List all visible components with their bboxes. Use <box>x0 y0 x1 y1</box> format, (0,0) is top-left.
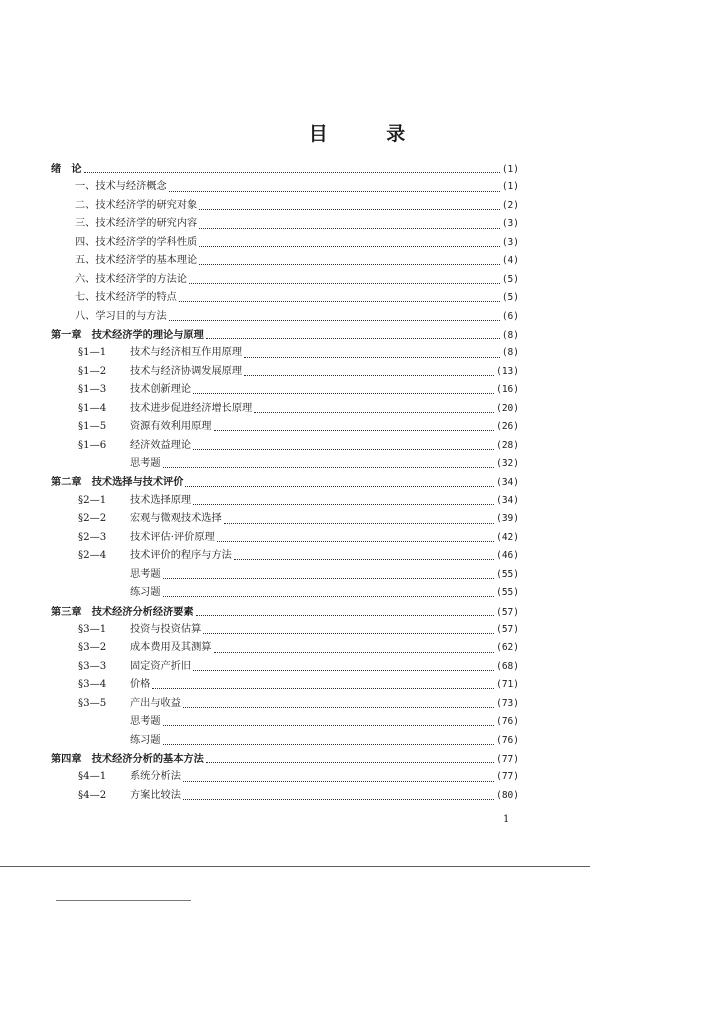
toc-entry <box>51 437 519 455</box>
toc-entry <box>51 787 519 805</box>
toc-entry-page: (5) <box>501 273 519 285</box>
toc-entry-page: (1) <box>501 164 519 175</box>
toc-entry <box>51 547 519 565</box>
toc-entry-page: (73) <box>496 697 519 709</box>
toc-entry-number: §2—3 <box>78 531 107 543</box>
table-of-contents <box>51 160 519 805</box>
dot-leader <box>214 651 495 653</box>
toc-entry <box>51 381 519 399</box>
toc-entry <box>51 713 519 731</box>
dot-leader <box>163 595 495 597</box>
dot-leader <box>163 724 495 726</box>
dot-leader <box>206 337 500 339</box>
toc-entry <box>51 215 519 233</box>
toc-entry-number: §3—4 <box>78 679 107 691</box>
dot-leader <box>244 374 494 376</box>
toc-entry-number: §1—1 <box>78 347 107 359</box>
toc-entry <box>51 271 519 289</box>
toc-entry <box>51 455 519 473</box>
toc-entry-label: 六、技术经济学的方法论 <box>75 273 188 285</box>
toc-entry-page: (62) <box>496 642 519 654</box>
toc-entry-page: (3) <box>501 236 519 248</box>
toc-entry-label: 技术与经济协调发展原理 <box>130 365 243 377</box>
toc-entry-page: (46) <box>496 550 519 562</box>
toc-entry-label: 三、技术经济学的研究内容 <box>75 218 198 230</box>
toc-entry <box>51 363 519 381</box>
toc-entry <box>51 676 519 694</box>
dot-leader <box>234 558 494 560</box>
toc-entry-number: §1—5 <box>78 421 107 433</box>
toc-entry-label: 第二章 技术选择与技术评价 <box>51 476 184 489</box>
toc-entry-label: 价格 <box>130 679 151 691</box>
toc-entry <box>51 529 519 547</box>
toc-entry-label: 技术选择原理 <box>130 494 192 506</box>
toc-entry-page: (20) <box>496 402 519 414</box>
toc-entry-label: 练习题 <box>130 587 161 599</box>
toc-entry-page: (3) <box>501 218 519 230</box>
dot-leader <box>163 743 495 745</box>
toc-entry <box>51 252 519 270</box>
toc-entry-number: §2—4 <box>78 550 107 562</box>
toc-entry-label: 练习题 <box>130 734 161 746</box>
toc-entry-label: 固定资产折旧 <box>130 660 192 672</box>
dot-leader <box>206 761 494 763</box>
toc-entry <box>51 289 519 307</box>
toc-entry-page: (55) <box>496 587 519 599</box>
scan-short-line <box>56 900 191 901</box>
toc-entry-label: 八、学习目的与方法 <box>75 310 167 322</box>
dot-leader <box>183 706 494 708</box>
toc-entry-page: (42) <box>496 531 519 543</box>
toc-entry-label: 第四章 技术经济分析的基本方法 <box>51 753 204 765</box>
toc-entry-label: 思考题 <box>130 568 161 580</box>
dot-leader <box>199 263 500 265</box>
toc-entry-number: §1—4 <box>78 402 107 414</box>
toc-entry <box>51 603 519 621</box>
dot-leader <box>193 392 494 394</box>
dot-leader <box>163 466 495 468</box>
toc-entry <box>51 197 519 215</box>
toc-entry-number: §4—1 <box>78 771 107 783</box>
dot-leader <box>244 356 500 358</box>
dot-leader <box>254 411 494 413</box>
toc-entry-label: 思考题 <box>130 716 161 728</box>
toc-entry <box>51 234 519 252</box>
toc-entry-page: (77) <box>496 754 519 765</box>
toc-entry-label: 七、技术经济学的特点 <box>75 292 177 304</box>
toc-entry-number: §2—1 <box>78 494 107 506</box>
toc-entry-number: §4—2 <box>78 789 107 801</box>
toc-entry-label: 第三章 技术经济分析经济要素 <box>51 605 194 618</box>
toc-entry-label: 资源有效利用原理 <box>130 421 212 433</box>
dot-leader <box>169 319 500 321</box>
dot-leader <box>199 208 500 210</box>
toc-entry-page: (71) <box>496 679 519 691</box>
toc-entry-page: (39) <box>496 513 519 525</box>
toc-entry-number: §1—2 <box>78 365 107 377</box>
toc-entry-page: (80) <box>496 789 519 801</box>
toc-entry <box>51 639 519 657</box>
dot-leader <box>179 300 500 302</box>
toc-entry-label: 成本费用及其测算 <box>130 642 212 654</box>
toc-entry <box>51 400 519 418</box>
toc-entry-page: (76) <box>496 716 519 728</box>
dot-leader <box>169 190 500 192</box>
toc-entry-page: (2) <box>501 199 519 211</box>
toc-entry-label: 经济效益理论 <box>130 439 192 451</box>
dot-leader <box>185 485 494 487</box>
toc-entry-number: §1—6 <box>78 439 107 451</box>
toc-entry-page: (8) <box>501 329 519 341</box>
toc-entry <box>51 308 519 326</box>
toc-entry-number: §3—5 <box>78 697 107 709</box>
dot-leader <box>189 282 500 284</box>
toc-entry-number: §3—2 <box>78 642 107 654</box>
toc-entry <box>51 658 519 676</box>
toc-entry <box>51 492 519 510</box>
page-title: 目 录 <box>308 123 432 145</box>
toc-entry <box>51 621 519 639</box>
toc-entry-label: 系统分析法 <box>130 771 181 783</box>
toc-entry <box>51 326 519 344</box>
toc-entry-label: 宏观与微观技术选择 <box>130 513 222 525</box>
toc-entry-page: (34) <box>496 494 519 506</box>
dot-leader <box>224 522 494 524</box>
toc-entry-label: 二、技术经济学的研究对象 <box>75 199 198 211</box>
dot-leader <box>152 687 494 689</box>
toc-entry-number: §2—2 <box>78 513 107 525</box>
toc-entry-page: (16) <box>496 384 519 396</box>
dot-leader <box>199 245 500 247</box>
toc-entry-page: (57) <box>496 606 519 618</box>
toc-entry-page: (13) <box>496 365 519 377</box>
toc-entry-page: (55) <box>496 568 519 580</box>
dot-leader <box>199 227 500 229</box>
toc-entry-number: §1—3 <box>78 384 107 396</box>
toc-entry-page: (4) <box>501 255 519 267</box>
toc-entry-label: 第一章 技术经济学的理论与原理 <box>51 328 204 341</box>
dot-leader <box>183 780 494 782</box>
toc-entry-label: 一、技术与经济概念 <box>75 181 167 193</box>
toc-entry-page: (1) <box>501 181 519 193</box>
toc-entry-page: (5) <box>501 292 519 304</box>
toc-entry-label: 投资与投资估算 <box>130 623 202 635</box>
toc-entry <box>51 418 519 436</box>
toc-entry-page: (26) <box>496 421 519 433</box>
toc-entry-label: 方案比较法 <box>130 789 181 801</box>
toc-entry-number: §3—1 <box>78 623 107 635</box>
dot-leader <box>214 429 495 431</box>
toc-entry-page: (77) <box>496 771 519 783</box>
toc-entry-page: (8) <box>501 347 519 359</box>
dot-leader <box>217 540 494 542</box>
page-number: 1 <box>503 814 510 825</box>
toc-entry-label: 产出与收益 <box>130 697 181 709</box>
toc-entry-page: (28) <box>496 439 519 451</box>
toc-entry-number: §3—3 <box>78 660 107 672</box>
toc-entry-page: (34) <box>496 477 519 489</box>
toc-entry-label: 五、技术经济学的基本理论 <box>75 255 198 267</box>
dot-leader <box>163 577 495 579</box>
toc-entry-label: 技术评价的程序与方法 <box>130 550 232 562</box>
toc-entry-label: 绪 论 <box>51 163 82 175</box>
toc-entry <box>51 473 519 491</box>
toc-entry-page: (6) <box>501 310 519 322</box>
dot-leader <box>203 632 494 634</box>
dot-leader <box>183 798 494 800</box>
dot-leader <box>193 448 494 450</box>
dot-leader <box>193 669 494 671</box>
toc-entry <box>51 510 519 528</box>
dot-leader <box>193 503 494 505</box>
dot-leader <box>196 614 494 616</box>
dot-leader <box>84 171 500 173</box>
toc-entry-label: 思考题 <box>130 458 161 469</box>
toc-entry <box>51 566 519 584</box>
toc-entry-label: 四、技术经济学的学科性质 <box>75 236 198 248</box>
toc-entry <box>51 584 519 602</box>
toc-entry <box>51 178 519 196</box>
scan-divider-line <box>0 866 590 867</box>
toc-entry <box>51 768 519 786</box>
toc-entry <box>51 732 519 750</box>
toc-entry-label: 技术与经济相互作用原理 <box>130 347 243 359</box>
toc-entry <box>51 695 519 713</box>
toc-entry <box>51 344 519 362</box>
toc-entry-page: (32) <box>496 458 519 469</box>
toc-entry-label: 技术进步促进经济增长原理 <box>130 402 253 414</box>
toc-entry-page: (76) <box>496 734 519 746</box>
toc-entry-label: 技术评估·评价原理 <box>130 531 215 543</box>
toc-entry-page: (57) <box>496 623 519 635</box>
toc-entry-page: (68) <box>496 660 519 672</box>
toc-entry-label: 技术创新理论 <box>130 384 192 396</box>
toc-entry <box>51 160 519 178</box>
toc-entry <box>51 750 519 768</box>
